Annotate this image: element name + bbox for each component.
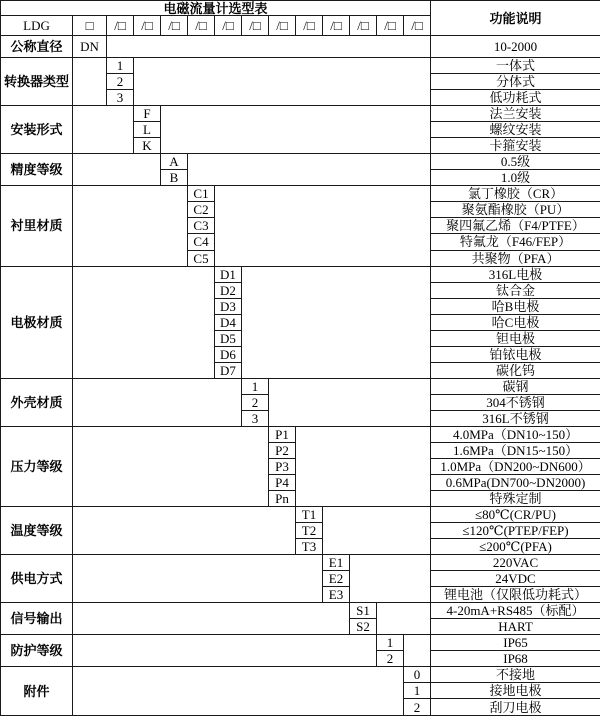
option-desc-cell: 特殊定制 [431,490,600,506]
section-power-supply [1,555,600,571]
section-label: 衬里材质 [1,186,73,266]
option-desc-cell: 4.0MPa（DN10~150） [431,426,600,442]
option-desc-cell: 0.5级 [431,154,600,170]
section-label: 温度等级 [1,507,73,555]
option-desc-cell: 低功耗式 [431,90,600,106]
option-code-cell: 2 [107,74,134,90]
option-desc-cell: 氯丁橡胶（CR） [431,186,600,202]
spacer-cell [73,186,188,266]
option-desc-cell: ≤120℃(PTEP/FEP) [431,523,600,539]
spacer-cell [350,555,431,603]
option-code-cell: T2 [296,523,323,539]
option-desc-cell: 1.0MPa（DN200~DN600） [431,458,600,474]
spacer-cell [73,507,296,555]
option-desc-cell: 分体式 [431,74,600,90]
checkbox-slot: /□ [350,16,377,36]
spacer-cell [161,106,431,154]
option-desc-cell: 钛合金 [431,282,600,298]
spacer-cell [73,378,242,426]
spacer-cell [404,635,431,667]
option-desc-cell: 10-2000 [431,36,600,58]
option-desc-cell: 碳钢 [431,378,600,394]
option-code-cell: P4 [269,474,296,490]
section-label: 精度等级 [1,154,73,186]
checkbox-slot: /□ [323,16,350,36]
option-desc-cell: 聚四氟乙烯（F4/PTFE） [431,218,600,234]
option-desc-cell: 特氟龙（F46/FEP） [431,234,600,250]
spacer-cell [73,603,350,635]
option-code-cell: E1 [323,555,350,571]
option-code-cell: K [134,138,161,154]
option-code-cell: 1 [242,378,269,394]
checkbox-slot: /□ [296,16,323,36]
section-label: 安装形式 [1,106,73,154]
section-label: 防护等级 [1,635,73,667]
spacer-cell [73,426,269,506]
option-desc-cell: 4-20mA+RS485（标配） [431,603,600,619]
section-housing-material [1,378,600,394]
option-desc-cell: 220VAC [431,555,600,571]
option-desc-cell: 1.6MPa（DN15~150） [431,442,600,458]
option-code-cell: 2 [242,394,269,410]
checkbox-slot: □ [73,16,107,36]
option-code-cell: C4 [188,234,215,250]
option-desc-cell: 螺纹安装 [431,122,600,138]
option-code-cell: 2 [377,651,404,667]
option-code-cell: D4 [215,314,242,330]
option-code-cell: 3 [107,90,134,106]
option-desc-cell: 锂电池（仅限低功耗式） [431,587,600,603]
section-label: 电极材质 [1,266,73,378]
spacer-cell [296,426,431,506]
option-code-cell: S2 [350,619,377,635]
spacer-cell [188,154,431,186]
section-label: 供电方式 [1,555,73,603]
section-signal-output [1,603,600,619]
section-label: 转换器类型 [1,58,73,106]
option-code-cell: DN [73,36,107,58]
option-desc-cell: ≤80℃(CR/PU) [431,507,600,523]
option-desc-cell: 接地电极 [431,683,600,699]
option-code-cell: B [161,170,188,186]
section-label: 公称直径 [1,36,73,58]
option-desc-cell: 卡箍安装 [431,138,600,154]
spacer-cell [73,555,323,603]
option-desc-cell: 哈C电极 [431,314,600,330]
option-code-cell: 3 [242,410,269,426]
section-nominal-diameter [1,36,600,58]
option-code-cell: C1 [188,186,215,202]
option-desc-cell: 钽电极 [431,330,600,346]
option-desc-cell: 铂铱电极 [431,346,600,362]
section-label: 附件 [1,667,73,716]
option-code-cell: D7 [215,362,242,378]
section-pressure-rating [1,426,600,442]
section-lining-material [1,186,600,202]
checkbox-slot: /□ [242,16,269,36]
option-code-cell: L [134,122,161,138]
option-desc-cell: 法兰安装 [431,106,600,122]
spacer-cell [107,36,431,58]
option-desc-cell: 316L不锈钢 [431,410,600,426]
section-label: 信号输出 [1,603,73,635]
option-code-cell: P2 [269,442,296,458]
checkbox-slot: /□ [404,16,431,36]
section-accessories [1,667,600,683]
page-title: 电磁流量计选型表 [1,1,431,16]
option-desc-cell: 共聚物（PFA） [431,250,600,266]
section-temperature-rating [1,507,600,523]
spacer-cell [73,58,107,106]
spacer-cell [377,603,431,635]
option-desc-cell: 哈B电极 [431,298,600,314]
checkbox-slot: /□ [161,16,188,36]
checkbox-slot: /□ [269,16,296,36]
model-prefix: LDG [1,16,73,36]
option-code-cell: 0 [404,667,431,683]
section-converter-type [1,58,600,74]
option-code-cell: D2 [215,282,242,298]
spacer-cell [134,58,431,106]
spacer-cell [73,266,215,378]
option-code-cell: E2 [323,571,350,587]
spacer-cell [73,154,161,186]
spacer-cell [323,507,431,555]
option-desc-cell: 24VDC [431,571,600,587]
section-label: 外壳材质 [1,378,73,426]
spacer-cell [269,378,431,426]
option-code-cell: D1 [215,266,242,282]
option-code-cell: 2 [404,699,431,716]
spacer-cell [73,635,377,667]
option-code-cell: 1 [404,683,431,699]
option-desc-cell: HART [431,619,600,635]
option-code-cell: Pn [269,490,296,506]
option-code-cell: P1 [269,426,296,442]
option-code-cell: C2 [188,202,215,218]
option-desc-cell: IP65 [431,635,600,651]
spacer-cell [215,186,431,266]
checkbox-slot: /□ [377,16,404,36]
option-desc-cell: 碳化钨 [431,362,600,378]
option-code-cell: E3 [323,587,350,603]
option-code-cell: F [134,106,161,122]
option-desc-cell: IP68 [431,651,600,667]
option-code-cell: A [161,154,188,170]
option-code-cell: P3 [269,458,296,474]
option-desc-cell: 0.6MPa(DN700~DN2000) [431,474,600,490]
function-column-header: 功能说明 [431,1,600,36]
section-accuracy [1,154,600,170]
section-installation [1,106,600,122]
option-desc-cell: 不接地 [431,667,600,683]
spacer-cell [242,266,431,378]
option-desc-cell: 刮刀电极 [431,699,600,716]
spacer-cell [73,106,134,154]
option-desc-cell: 304不锈钢 [431,394,600,410]
option-code-cell: S1 [350,603,377,619]
title-row [1,1,600,16]
option-code-cell: 1 [377,635,404,651]
option-code-cell: D5 [215,330,242,346]
option-code-cell: C3 [188,218,215,234]
checkbox-slot: /□ [215,16,242,36]
checkbox-slot: /□ [134,16,161,36]
option-desc-cell: 316L电极 [431,266,600,282]
checkbox-slot: /□ [188,16,215,36]
option-code-cell: T3 [296,539,323,555]
option-code-cell: C5 [188,250,215,266]
option-code-cell: T1 [296,507,323,523]
option-desc-cell: ≤200℃(PFA) [431,539,600,555]
checkbox-slot: /□ [107,16,134,36]
section-protection-rating [1,635,600,651]
option-desc-cell: 聚氨酯橡胶（PU） [431,202,600,218]
section-electrode-material [1,266,600,282]
option-desc-cell: 1.0级 [431,170,600,186]
option-code-cell: 1 [107,58,134,74]
option-code-cell: D3 [215,298,242,314]
option-code-cell: D6 [215,346,242,362]
option-desc-cell: 一体式 [431,58,600,74]
spacer-cell [73,667,404,716]
section-label: 压力等级 [1,426,73,506]
